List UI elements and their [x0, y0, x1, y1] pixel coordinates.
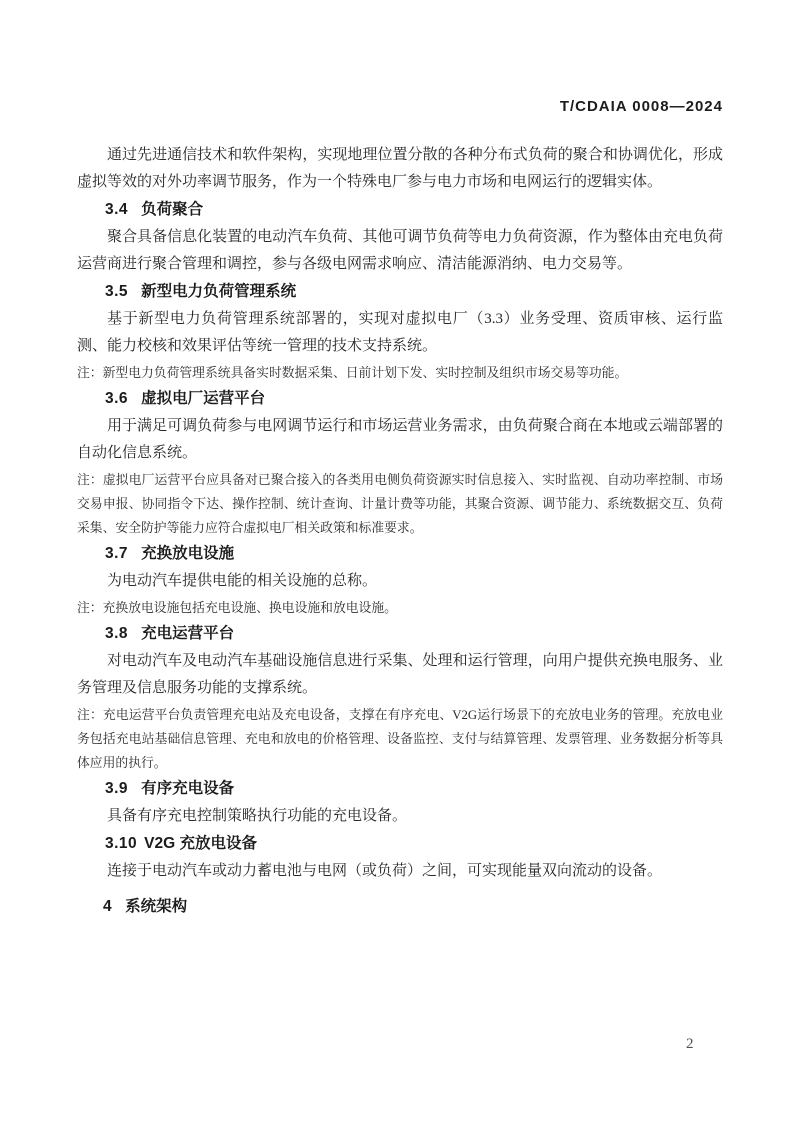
- section-number: 3.8: [105, 625, 129, 642]
- page-number: 2: [686, 1036, 694, 1052]
- section-body-3-10: 连接于电动汽车或动力蓄电池与电网（或负荷）之间，可实现能量双向流动的设备。: [107, 863, 663, 879]
- section-heading-3-10: [77, 831, 723, 857]
- section-heading-3-7: [77, 541, 723, 567]
- section-number: 3.10: [105, 835, 138, 852]
- section-title: 新型电力负荷管理系统: [141, 283, 297, 300]
- section-body-3-9: 具备有序充电控制策略执行功能的充电设备。: [107, 808, 408, 824]
- section-note-3-5: 注：新型电力负荷管理系统具备实时数据采集、日前计划下发、实时控制及组织市场交易等功能。: [77, 366, 628, 380]
- section-body-3-4: 聚合具备信息化装置的电动汽车负荷、其他可调节负荷等电力负荷资源，作为整体由充电负荷运营商进行聚合管理和调控，参与各级电网需求响应、清洁能源消纳、电力交易等。: [77, 229, 723, 272]
- section-body-3-6: 用于满足可调负荷参与电网调节运行和市场运营业务需求，由负荷聚合商在本地或云端部署的自动化信息系统。: [77, 418, 723, 461]
- section-heading-3-8: [77, 621, 723, 647]
- section-body-3-7: 为电动汽车提供电能的相关设施的总称。: [107, 573, 378, 589]
- section-number: 3.9: [105, 780, 129, 797]
- chapter-heading-4: [77, 894, 723, 920]
- section-number: 3.6: [105, 390, 129, 407]
- section-heading-3-9: [77, 776, 723, 802]
- section-number: 3.5: [105, 283, 129, 300]
- section-title: V2G 充放电设备: [144, 835, 257, 852]
- section-number: 4: [103, 898, 113, 915]
- section-note-3-8: 注：充电运营平台负责管理充电站及充电设备，支撑在有序充电、V2G运行场景下的充放电业务的管理。充放电业务包括充电站基础信息管理、充电和放电的价格管理、设备监控、支付与结算管理、发票管理、业务数据分析等具体应用的执行。: [77, 708, 723, 770]
- section-body-3-5: 基于新型电力负荷管理系统部署的，实现对虚拟电厂（3.3）业务受理、资质审核、运行监测、能力校核和效果评估等统一管理的技术支持系统。: [77, 311, 723, 354]
- section-heading-3-4: [77, 197, 723, 223]
- paragraph-vpp-definition: 通过先进通信技术和软件架构，实现地理位置分散的各种分布式负荷的聚合和协调优化，形成虚拟等效的对外功率调节服务，作为一个特殊电厂参与电力市场和电网运行的逻辑实体。: [77, 147, 723, 190]
- section-note-3-7: 注：充换放电设施包括充电设施、换电设施和放电设施。: [77, 601, 397, 615]
- section-number: 3.7: [105, 545, 129, 562]
- standard-code-header: T/CDAIA 0008—2024: [559, 98, 723, 115]
- section-title: 虚拟电厂运营平台: [141, 390, 266, 407]
- page-content: [77, 98, 723, 921]
- section-title: 系统架构: [125, 898, 188, 915]
- section-title: 充换放电设施: [141, 545, 235, 562]
- section-heading-3-5: [77, 279, 723, 305]
- section-body-3-8: 对电动汽车及电动汽车基础设施信息进行采集、处理和运行管理，向用户提供充换电服务、业务管理及信息服务功能的支撑系统。: [77, 653, 723, 696]
- section-title: 充电运营平台: [141, 625, 235, 642]
- section-number: 3.4: [105, 201, 129, 218]
- section-title: 有序充电设备: [141, 780, 235, 797]
- section-title: 负荷聚合: [141, 201, 204, 218]
- section-note-3-6: 注：虚拟电厂运营平台应具备对已聚合接入的各类用电侧负荷资源实时信息接入、实时监视、自动功率控制、市场交易申报、协同指令下达、操作控制、统计查询、计量计费等功能，其聚合资源、调节能力、系统数据交互、负荷采集、安全防护等能力应符合虚拟电厂相关政策和标准要求。: [77, 473, 723, 535]
- section-heading-3-6: [77, 386, 723, 412]
